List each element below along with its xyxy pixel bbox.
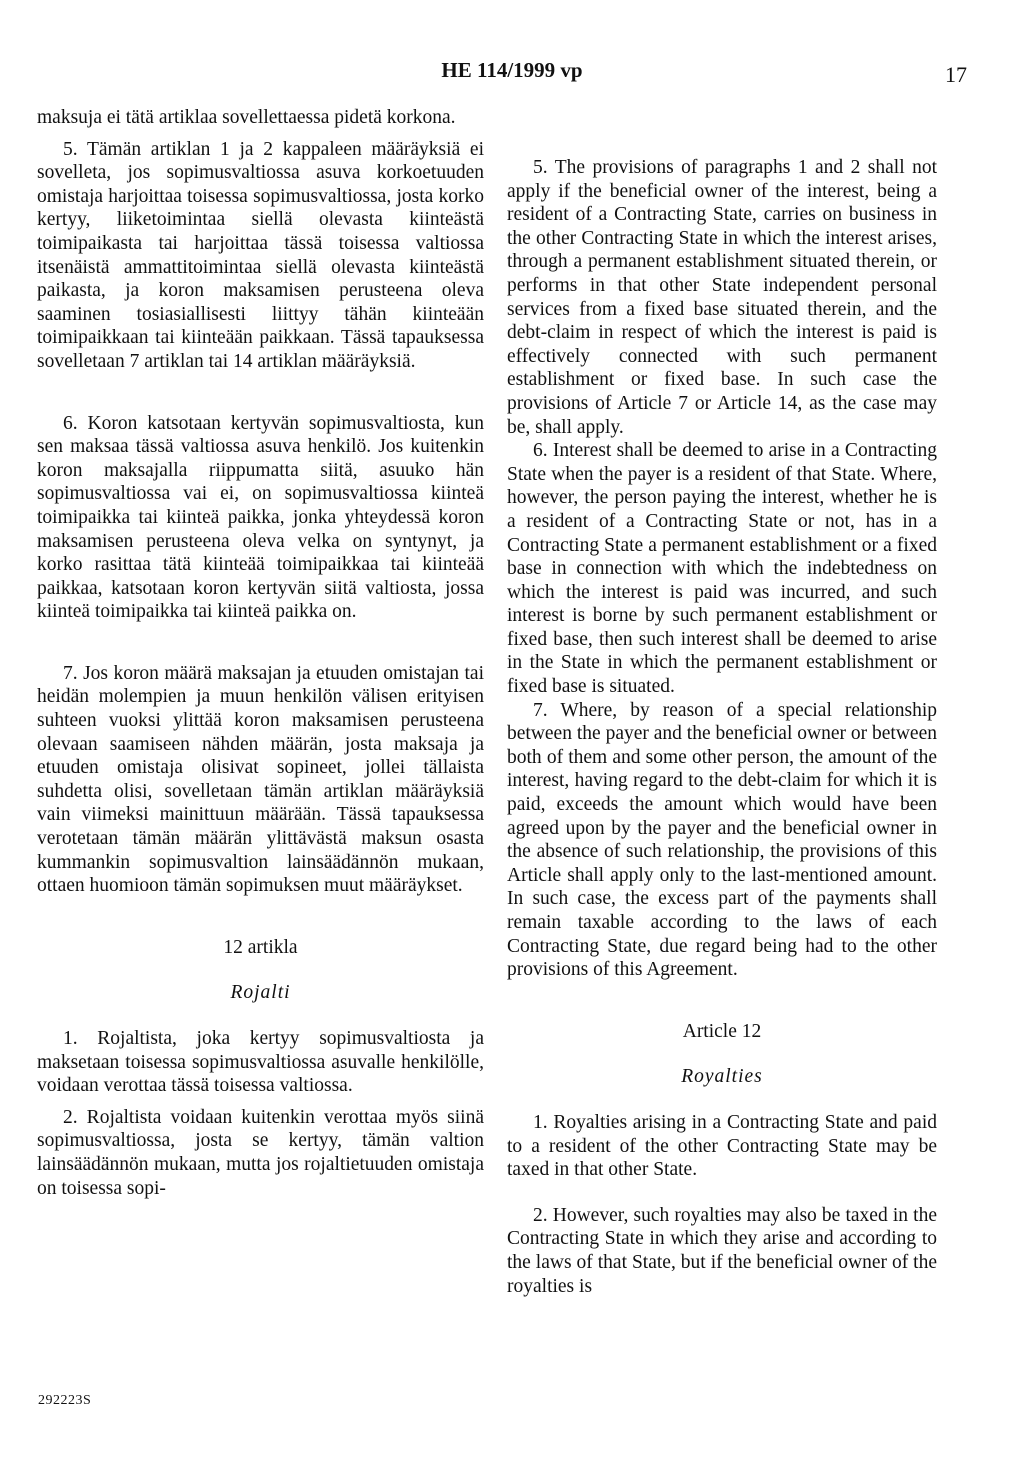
print-code: 292223S <box>38 1393 92 1408</box>
article-paragraph-2: 2. However, such royalties may also be taxed in the Contracting State in which they arise and according to the laws of that State, but if the beneficial owner of the royalties is <box>507 1204 937 1297</box>
article-title: Article 12 <box>682 1020 762 1042</box>
article-subtitle: Royalties <box>681 1066 763 1088</box>
article-title: 12 artikla <box>223 936 298 958</box>
english-column <box>507 156 937 1298</box>
article-paragraph-2: 2. Rojaltista voidaan kuitenkin verottaa myös siinä sopimusvaltiossa, josta se kertyy, tämän valtion lainsäädännön mukaan, mutta jos rojaltietuuden omistaja on toisessa sopi- <box>37 1106 484 1199</box>
finnish-column <box>37 106 484 1200</box>
page-number: 17 <box>945 62 967 87</box>
article-subtitle: Rojalti <box>230 982 291 1004</box>
document-reference: HE 114/1999 vp <box>441 58 583 82</box>
paragraph-6: 6. Interest shall be deemed to arise in a Contracting State when the payer is a resident of that State. Where, however, the person paying the interest, whether he is a resident of a Contracting State or not, has in a Contracting State a permanent establishment or a fixed base in connection with which the indebtedness on which the interest is paid was incurred, and such interest is borne by such permanent establishment or fixed base, then such interest shall be deemed to arise in the State in which the permanent establishment or fixed base is situated. <box>507 440 937 698</box>
paragraph-7: 7. Where, by reason of a special relationship between the payer and the beneficial owner or between both of them and some other person, the amount of the interest, having regard to the debt-claim for which it is paid, exceeds the amount which would have been agreed upon by the payer and the beneficial owner in the absence of such relationship, the provisions of this Article shall apply only to the last-mentioned amount. In such case, the excess part of the payments shall remain taxable according to the laws of each Contracting State, due regard being had to the other provisions of this Agreement. <box>507 699 937 981</box>
article-paragraph-1: 1. Rojaltista, joka kertyy sopimusvaltiosta ja maksetaan toisessa sopimusvaltiossa asuvalle henkilölle, voidaan verottaa tässä toisessa valtiossa. <box>37 1028 484 1097</box>
paragraph-continuation: maksuja ei tätä artiklaa sovellettaessa pidetä korkona. <box>37 107 456 128</box>
article-paragraph-1: 1. Royalties arising in a Contracting State and paid to a resident of the other Contracting State may be taxed in that other State. <box>507 1111 937 1181</box>
paragraph-7: 7. Jos koron määrä maksajan ja etuuden omistajan tai heidän molempien ja muun henkilön välisen erityisen suhteen vuoksi ylittää koron maksamisen perusteena olevaan saamiseen nähden määrän, josta maksaja ja etuuden omistaja olisivat sopineet, jollei tällaista suhdetta olisi, sovelletaan tämän artiklan määräyksiä vain viimeksi mainittuun määrään. Tässä tapauksessa verotetaan tämän määrän ylittävästä maksun osasta kummankin sopimusvaltion lainsäädännön mukaan, ottaen huomioon tämän sopimuksen muut määräykset. <box>37 662 484 897</box>
paragraph-5: 5. The provisions of paragraphs 1 and 2 shall not apply if the beneficial owner of the interest, being a resident of a Contracting State, carries on business in the other Contracting State in which the interest arises, through a permanent establishment situated therein, or performs in that other State independent personal services from a fixed base situated therein, and the debt-claim in respect of which the interest is paid is effectively connected with such permanent establishment or fixed base. In such case the provisions of Article 7 or Article 14, as the case may be, shall apply. <box>507 157 937 438</box>
paragraph-6: 6. Koron katsotaan kertyvän sopimusvaltiosta, kun sen maksaa tässä valtiossa asuva henkilö. Jos kuitenkin koron maksajalla riippumatta siitä, asuuko hän sopimusvaltiossa vai ei, on sopimusvaltiossa kiinteä toimipaikka tai kiinteä paikka, jonka yhteydessä koron maksamisen perusteena oleva velka on syntynyt, ja korko rasittaa tätä kiinteää toimipaikkaa tai kiinteää paikkaa, katsotaan koron kertyvän siitä valtiosta, jossa kiinteä toimipaikka tai kiinteä paikka on. <box>37 412 484 623</box>
paragraph-5: 5. Tämän artiklan 1 ja 2 kappaleen määräyksiä ei sovelleta, jos sopimusvaltiossa asuva korkoetuuden omistaja harjoittaa toisessa sopimusvaltiossa, josta korko kertyy, liiketoimintaa siellä olevasta kiinteästä toimipaikasta tai harjoittaa tässä toisessa valtiossa itsenäistä ammattitoimintaa siellä olevasta kiinteästä paikasta, ja koron maksamisen perusteena oleva saaminen tosiasiallisesti liittyy tähän kiinteään toimipaikkaan tai kiinteään paikkaan. Tässä tapauksessa sovelletaan 7 artiklan tai 14 artiklan määräyksiä. <box>37 138 484 372</box>
